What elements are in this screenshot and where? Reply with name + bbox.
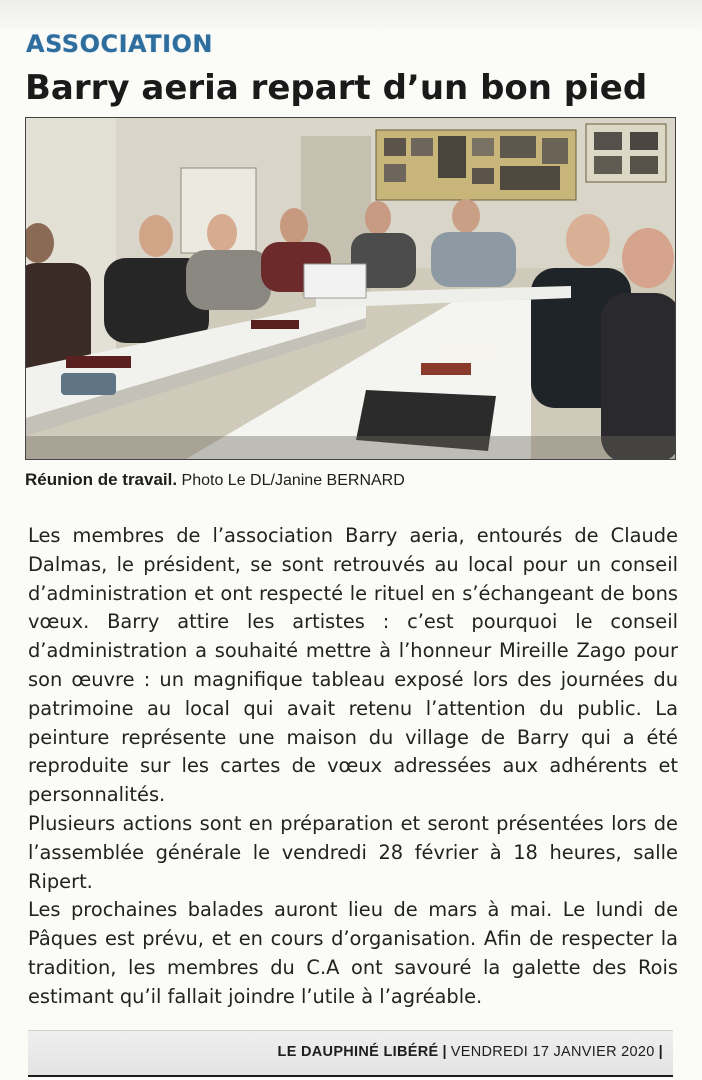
footer-separator: | [442,1044,447,1060]
meeting-photo-illustration [26,118,675,459]
article-paragraph-1: Les membres de l’association Barry aeria, entourés de Claude Dalmas, le président, se sont retrouvés au local pour un conseil d’administration et ont respecté le rituel en s’échangeant de bons vœux. Barry attire les artistes : c’est pourquoi le conseil d’administration a souhaité mettre à l’honneur Mireille Zago pour son œuvre : un magnifique tableau exposé lors des journées du patrimoine au local qui avait retenu l’attention du public. La peinture représente une maison du village de Barry qui a été reproduite sur les cartes de vœux adressées aux adhérents et personnalités. [28,524,678,807]
caption-title: Réunion de travail. [25,470,178,489]
photo-caption [25,470,405,490]
article-photo [25,117,676,460]
article-body [28,522,678,1012]
footer-separator-end: | [658,1044,663,1060]
newspaper-name: LE DAUPHINÉ LIBÉRÉ [277,1044,439,1060]
page-top-strip [0,0,702,30]
publication-date: VENDREDI 17 JANVIER 2020 [450,1044,655,1060]
article-paragraph-2: Plusieurs actions sont en préparation et seront présentées lors de l’assemblée générale le vendredi 28 février à 18 heures, salle Ripert. [28,811,678,893]
page-footer [28,1030,673,1077]
article-paragraph-3: Les prochaines balades auront lieu de mars à mai. Le lundi de Pâques est prévu, et en cours d’organisation. Afin de respecter la tradition, les membres du C.A ont savouré la galette des Rois estimant qu’il fallait joindre l’utile à l’agréable. [28,898,678,1008]
footer-text [278,1044,667,1060]
section-kicker: ASSOCIATION [26,30,214,58]
caption-credit: Photo Le DL/Janine BERNARD [181,472,405,489]
article-headline: Barry aeria repart d’un bon pied [25,68,648,108]
